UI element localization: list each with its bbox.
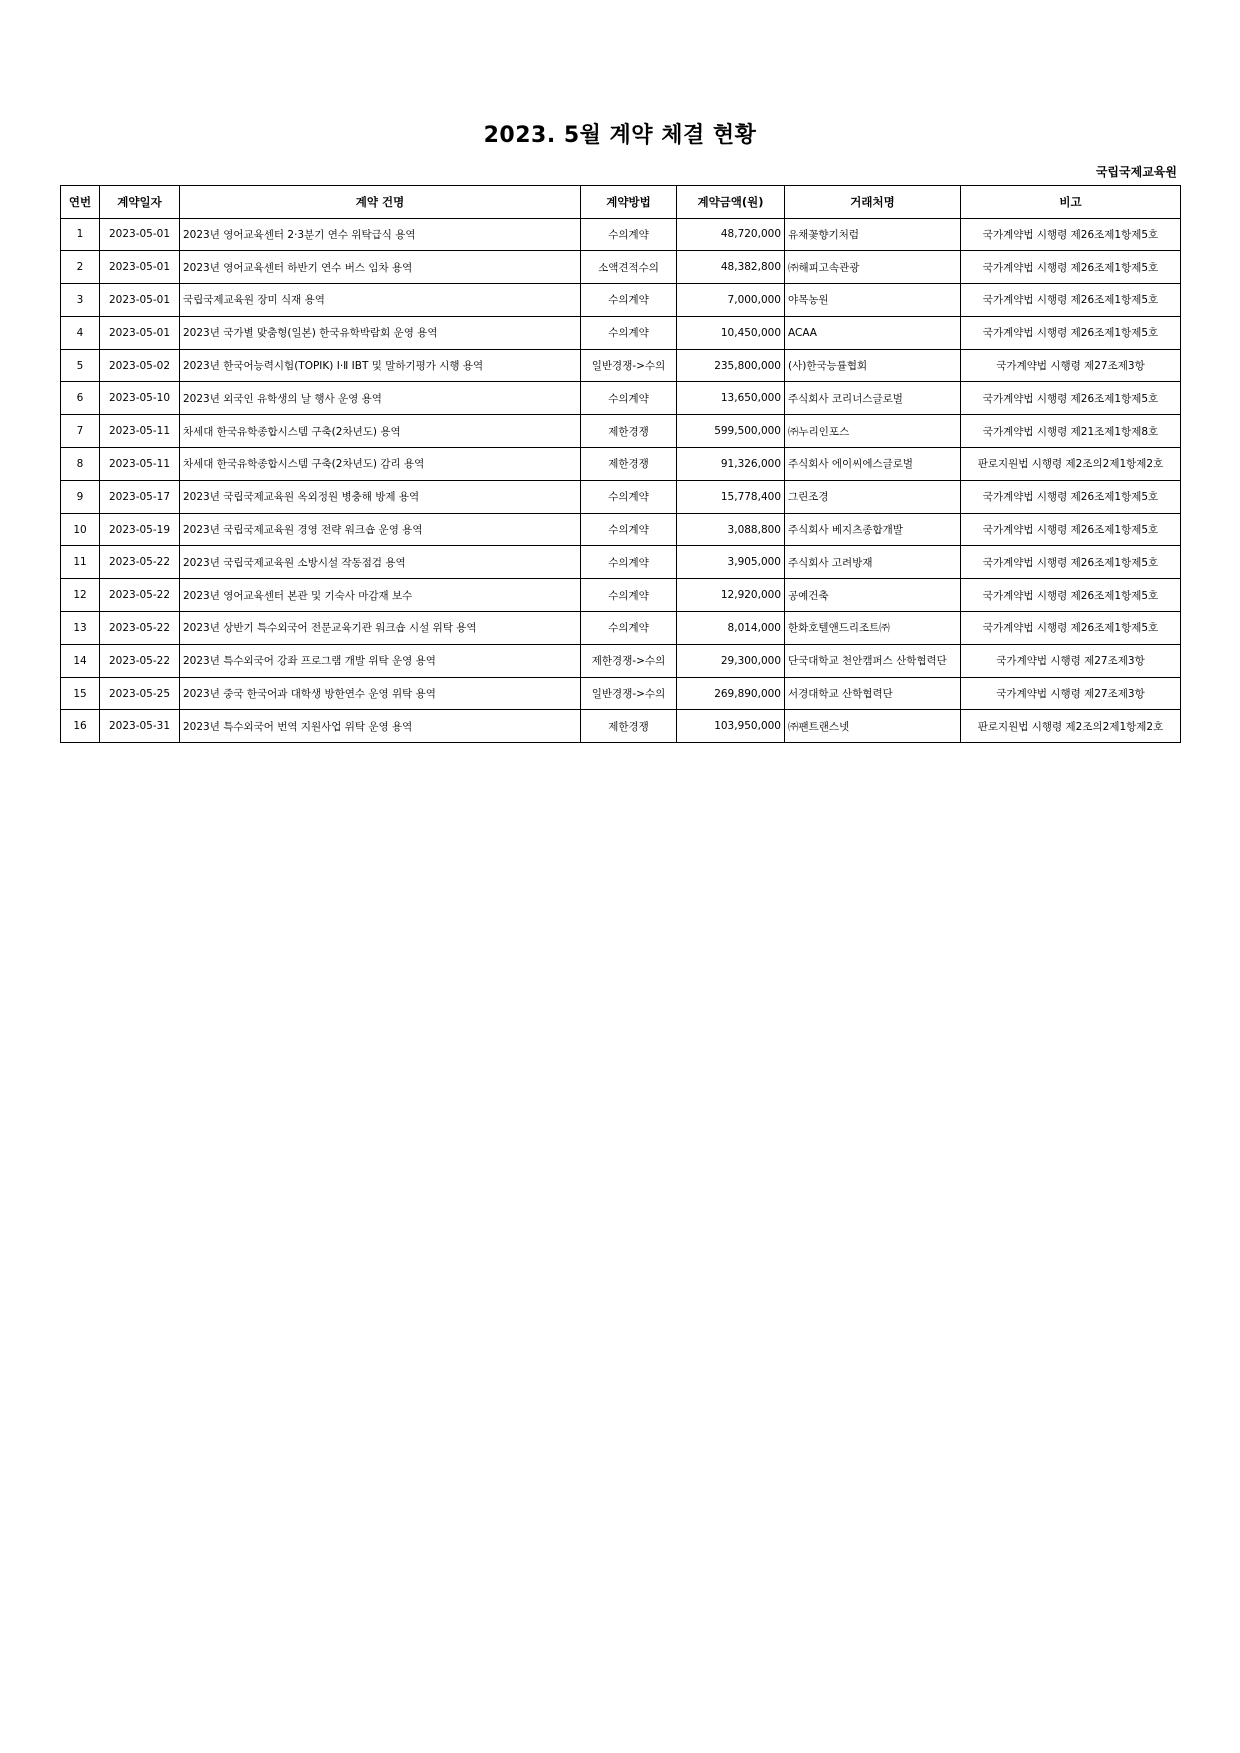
table-row (61, 513, 1181, 546)
table-row (61, 284, 1181, 317)
cell-contract-name: 차세대 한국유학종합시스템 구축(2차년도) 용역 (180, 415, 581, 448)
cell-method: 수의계약 (581, 612, 677, 645)
cell-amount: 7,000,000 (677, 284, 785, 317)
cell-contract-name: 2023년 외국인 유학생의 날 행사 운영 용역 (180, 382, 581, 415)
table-row (61, 612, 1181, 645)
cell-remarks: 판로지원법 시행령 제2조의2제1항제2호 (961, 448, 1181, 481)
cell-date: 2023-05-10 (100, 382, 180, 415)
cell-contract-name: 2023년 한국어능력시험(TOPIK) Ⅰ·Ⅱ IBT 및 말하기평가 시행 용역 (180, 349, 581, 382)
cell-remarks: 국가계약법 시행령 제26조제1항제5호 (961, 579, 1181, 612)
cell-method: 수의계약 (581, 480, 677, 513)
cell-vendor: 서경대학교 산학협력단 (785, 677, 961, 710)
table-row (61, 710, 1181, 743)
cell-amount: 3,088,800 (677, 513, 785, 546)
cell-contract-name: 2023년 중국 한국어과 대학생 방한연수 운영 위탁 용역 (180, 677, 581, 710)
cell-no: 13 (61, 612, 100, 645)
cell-date: 2023-05-22 (100, 644, 180, 677)
cell-remarks: 국가계약법 시행령 제26조제1항제5호 (961, 316, 1181, 349)
cell-date: 2023-05-01 (100, 218, 180, 251)
cell-date: 2023-05-19 (100, 513, 180, 546)
cell-method: 제한경쟁 (581, 710, 677, 743)
cell-method: 수의계약 (581, 316, 677, 349)
table-row (61, 349, 1181, 382)
cell-method: 수의계약 (581, 546, 677, 579)
cell-date: 2023-05-25 (100, 677, 180, 710)
cell-no: 8 (61, 448, 100, 481)
cell-amount: 599,500,000 (677, 415, 785, 448)
cell-remarks: 국가계약법 시행령 제26조제1항제5호 (961, 513, 1181, 546)
header-no: 연번 (61, 186, 100, 219)
cell-date: 2023-05-02 (100, 349, 180, 382)
table-header-row (61, 186, 1181, 219)
cell-vendor: 유채꽃향기처럼 (785, 218, 961, 251)
cell-remarks: 국가계약법 시행령 제26조제1항제5호 (961, 546, 1181, 579)
header-amount: 계약금액(원) (677, 186, 785, 219)
cell-contract-name: 국립국제교육원 장미 식재 용역 (180, 284, 581, 317)
cell-no: 14 (61, 644, 100, 677)
contracts-table (60, 185, 1181, 743)
cell-contract-name: 2023년 영어교육센터 본관 및 기숙사 마감재 보수 (180, 579, 581, 612)
header-remarks: 비고 (961, 186, 1181, 219)
cell-method: 제한경쟁 (581, 415, 677, 448)
cell-remarks: 국가계약법 시행령 제27조제3항 (961, 677, 1181, 710)
cell-no: 2 (61, 251, 100, 284)
cell-amount: 29,300,000 (677, 644, 785, 677)
table-row (61, 415, 1181, 448)
cell-date: 2023-05-17 (100, 480, 180, 513)
cell-amount: 8,014,000 (677, 612, 785, 645)
cell-remarks: 국가계약법 시행령 제21조제1항제8호 (961, 415, 1181, 448)
cell-method: 일반경쟁->수의 (581, 349, 677, 382)
cell-date: 2023-05-22 (100, 546, 180, 579)
cell-vendor: 그린조경 (785, 480, 961, 513)
cell-contract-name: 2023년 국가별 맞춤형(일본) 한국유학박람회 운영 용역 (180, 316, 581, 349)
cell-no: 12 (61, 579, 100, 612)
cell-vendor: 단국대학교 천안캠퍼스 산학협력단 (785, 644, 961, 677)
cell-vendor: ㈜해피고속관광 (785, 251, 961, 284)
cell-vendor: ㈜누리인포스 (785, 415, 961, 448)
cell-method: 제한경쟁->수의 (581, 644, 677, 677)
cell-contract-name: 2023년 국립국제교육원 소방시설 작동점검 용역 (180, 546, 581, 579)
cell-contract-name: 2023년 영어교육센터 2·3분기 연수 위탁급식 용역 (180, 218, 581, 251)
cell-vendor: 주식회사 코리너스글로벌 (785, 382, 961, 415)
table-row (61, 579, 1181, 612)
cell-remarks: 국가계약법 시행령 제27조제3항 (961, 644, 1181, 677)
header-vendor: 거래처명 (785, 186, 961, 219)
cell-amount: 10,450,000 (677, 316, 785, 349)
cell-remarks: 국가계약법 시행령 제26조제1항제5호 (961, 251, 1181, 284)
cell-amount: 48,382,800 (677, 251, 785, 284)
table-row (61, 480, 1181, 513)
cell-method: 수의계약 (581, 513, 677, 546)
cell-date: 2023-05-11 (100, 448, 180, 481)
cell-vendor: 주식회사 고려방재 (785, 546, 961, 579)
cell-date: 2023-05-01 (100, 251, 180, 284)
cell-no: 7 (61, 415, 100, 448)
cell-remarks: 국가계약법 시행령 제26조제1항제5호 (961, 284, 1181, 317)
table-row (61, 677, 1181, 710)
table-row (61, 251, 1181, 284)
cell-method: 수의계약 (581, 218, 677, 251)
cell-amount: 91,326,000 (677, 448, 785, 481)
cell-remarks: 국가계약법 시행령 제27조제3항 (961, 349, 1181, 382)
cell-contract-name: 2023년 상반기 특수외국어 전문교육기관 워크숍 시설 위탁 용역 (180, 612, 581, 645)
cell-vendor: 야목농원 (785, 284, 961, 317)
cell-remarks: 판로지원법 시행령 제2조의2제1항제2호 (961, 710, 1181, 743)
cell-no: 6 (61, 382, 100, 415)
page-title: 2023. 5월 계약 체결 현황 (483, 123, 757, 148)
cell-remarks: 국가계약법 시행령 제26조제1항제5호 (961, 480, 1181, 513)
cell-vendor: 한화호텔앤드리조트㈜ (785, 612, 961, 645)
cell-contract-name: 2023년 특수외국어 강좌 프로그램 개발 위탁 운영 용역 (180, 644, 581, 677)
cell-vendor: 주식회사 에이씨에스글로벌 (785, 448, 961, 481)
cell-amount: 13,650,000 (677, 382, 785, 415)
cell-vendor: ACAA (785, 316, 961, 349)
cell-date: 2023-05-22 (100, 612, 180, 645)
cell-contract-name: 2023년 국립국제교육원 옥외정원 병충해 방제 용역 (180, 480, 581, 513)
cell-amount: 12,920,000 (677, 579, 785, 612)
cell-amount: 235,800,000 (677, 349, 785, 382)
cell-no: 1 (61, 218, 100, 251)
cell-no: 9 (61, 480, 100, 513)
organization-name: 국립국제교육원 (1095, 165, 1177, 179)
header-method: 계약방법 (581, 186, 677, 219)
cell-date: 2023-05-01 (100, 316, 180, 349)
cell-method: 일반경쟁->수의 (581, 677, 677, 710)
cell-remarks: 국가계약법 시행령 제26조제1항제5호 (961, 218, 1181, 251)
cell-remarks: 국가계약법 시행령 제26조제1항제5호 (961, 382, 1181, 415)
cell-no: 3 (61, 284, 100, 317)
table-row (61, 316, 1181, 349)
cell-vendor: ㈜팬트랜스넷 (785, 710, 961, 743)
cell-method: 수의계약 (581, 579, 677, 612)
header-date: 계약일자 (100, 186, 180, 219)
cell-remarks: 국가계약법 시행령 제26조제1항제5호 (961, 612, 1181, 645)
cell-date: 2023-05-01 (100, 284, 180, 317)
cell-date: 2023-05-11 (100, 415, 180, 448)
cell-amount: 48,720,000 (677, 218, 785, 251)
cell-no: 15 (61, 677, 100, 710)
table-row (61, 546, 1181, 579)
cell-date: 2023-05-31 (100, 710, 180, 743)
cell-contract-name: 2023년 영어교육센터 하반기 연수 버스 임차 용역 (180, 251, 581, 284)
cell-contract-name: 2023년 국립국제교육원 경영 전략 워크숍 운영 용역 (180, 513, 581, 546)
cell-no: 11 (61, 546, 100, 579)
cell-method: 제한경쟁 (581, 448, 677, 481)
table-row (61, 448, 1181, 481)
cell-vendor: 공예건축 (785, 579, 961, 612)
cell-contract-name: 차세대 한국유학종합시스템 구축(2차년도) 감리 용역 (180, 448, 581, 481)
cell-contract-name: 2023년 특수외국어 번역 지원사업 위탁 운영 용역 (180, 710, 581, 743)
cell-method: 소액견적수의 (581, 251, 677, 284)
table-row (61, 382, 1181, 415)
cell-method: 수의계약 (581, 382, 677, 415)
table-row (61, 644, 1181, 677)
cell-no: 5 (61, 349, 100, 382)
cell-amount: 103,950,000 (677, 710, 785, 743)
cell-amount: 269,890,000 (677, 677, 785, 710)
cell-no: 16 (61, 710, 100, 743)
table-row (61, 218, 1181, 251)
cell-no: 10 (61, 513, 100, 546)
cell-vendor: (사)한국능률협회 (785, 349, 961, 382)
cell-amount: 15,778,400 (677, 480, 785, 513)
cell-date: 2023-05-22 (100, 579, 180, 612)
cell-amount: 3,905,000 (677, 546, 785, 579)
header-contract-name: 계약 건명 (180, 186, 581, 219)
cell-no: 4 (61, 316, 100, 349)
cell-vendor: 주식회사 베지츠종합개발 (785, 513, 961, 546)
cell-method: 수의계약 (581, 284, 677, 317)
